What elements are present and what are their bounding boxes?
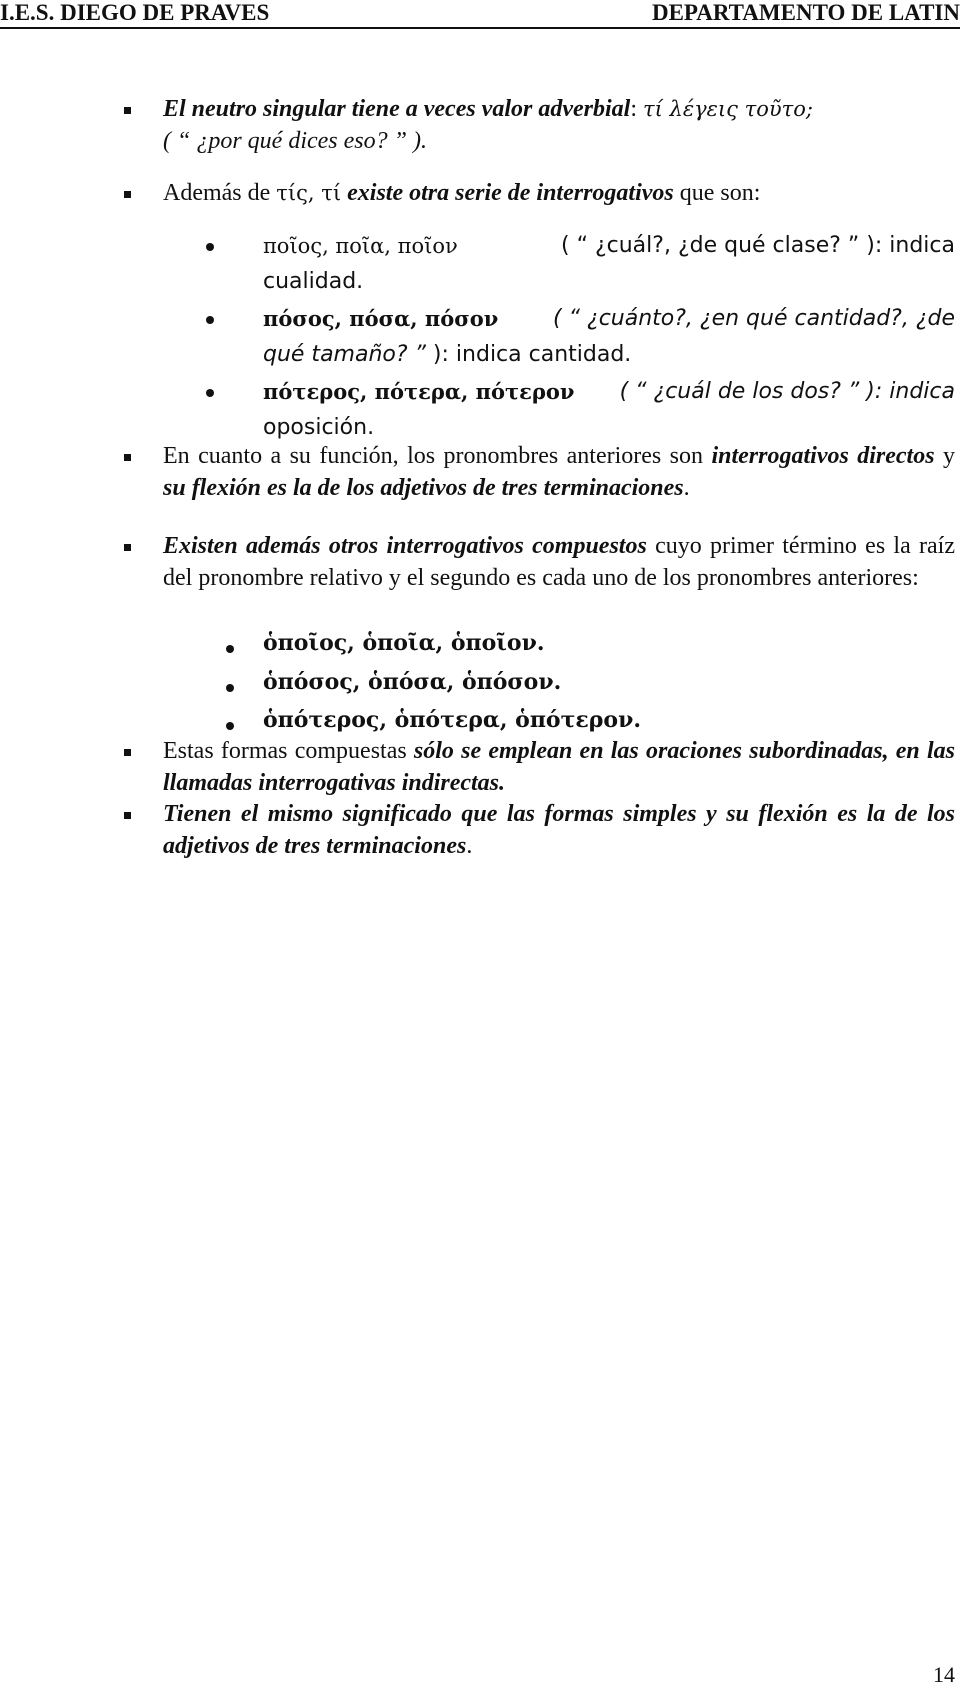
square-bullet-icon — [124, 812, 131, 819]
ademas-greek: τίς, τί — [276, 181, 342, 205]
posos-line2b: ): indica cantidad. — [425, 342, 632, 367]
neutro-text: El neutro singular tiene a veces valor adverbial — [163, 96, 631, 122]
compuestos-text-b: cuyo primer término es la raíz del pronombre relativo y el segundo es cada uno de los pronombres anteriores: — [163, 533, 955, 591]
neutro-colon: : — [630, 96, 637, 122]
poteros-gloss: ( “ ¿cuál de los dos? ” ): indica — [619, 379, 955, 404]
posos-greek: πόσος, πόσα, πόσον — [263, 306, 499, 331]
funcion-text-a: En cuanto a su función, los pronombres anteriores son — [163, 443, 712, 469]
poteros-greek: πότερος, πότερα, πότερον — [263, 379, 575, 404]
page-header — [0, 0, 960, 29]
square-bullet-icon — [124, 544, 131, 551]
header-department: DEPARTAMENTO DE LATIN — [651, 0, 960, 25]
round-bullet-icon — [206, 316, 214, 324]
header-rule — [0, 27, 960, 29]
poios-greek: ποῖος, ποῖα, ποῖον — [263, 234, 458, 258]
estas-text-a: Estas formas compuestas — [163, 738, 414, 764]
compound-item: ὁπόσος, ὁπόσα, ὁπόσον. — [263, 669, 562, 695]
poios-item — [263, 228, 955, 300]
funcion-text-e: . — [683, 475, 690, 501]
estas-text-b: sólo se emplean en las oraciones subordinadas, en las llamadas interrogativas indirectas. — [163, 738, 956, 796]
round-bullet-icon — [226, 684, 234, 692]
funcion-text-c: y — [934, 443, 956, 469]
ademas-paragraph — [163, 177, 955, 209]
tienen-text-b: . — [466, 833, 473, 859]
poteros-item — [263, 374, 955, 446]
funcion-text-b: interrogativos directos — [711, 443, 935, 469]
tienen-text-a: Tienen el mismo significado que las formas simples y su flexión es la de los adjetivos de tres terminaciones — [163, 801, 955, 859]
compuestos-text-a: Existen además otros interrogativos compuestos — [163, 533, 647, 559]
ademas-text-c: que son: — [673, 180, 761, 206]
posos-line2a: qué tamaño? ” — [263, 342, 426, 367]
tienen-paragraph — [163, 798, 955, 862]
estas-paragraph — [163, 735, 955, 799]
posos-gloss: ( “ ¿cuánto?, ¿en qué cantidad?, ¿de — [553, 306, 955, 331]
ademas-text-b: existe otra serie de interrogativos — [341, 180, 674, 206]
round-bullet-icon — [206, 243, 214, 251]
poios-gloss: ( “ ¿cuál?, ¿de qué clase? ” ): indica — [561, 233, 955, 258]
poios-line2: cualidad. — [263, 269, 364, 294]
posos-item — [263, 301, 955, 373]
round-bullet-icon — [206, 389, 214, 397]
compound-item: ὁπότερος, ὁπότερα, ὁπότερον. — [263, 707, 642, 733]
compuestos-paragraph — [163, 530, 955, 594]
square-bullet-icon — [124, 191, 131, 198]
neutro-greek: τί λέγεις τοῦτο; — [643, 97, 813, 121]
neutro-gloss: ( “ ¿por qué dices eso? ” ). — [163, 128, 427, 154]
round-bullet-icon — [226, 645, 234, 653]
neutro-paragraph — [163, 93, 955, 157]
header-school: I.E.S. DIEGO DE PRAVES — [0, 0, 270, 25]
compound-item: ὁποῖος, ὁποῖα, ὁποῖον. — [263, 630, 545, 656]
poteros-line2: oposición. — [263, 415, 375, 440]
square-bullet-icon — [124, 749, 131, 756]
funcion-paragraph — [163, 440, 955, 504]
square-bullet-icon — [124, 454, 131, 461]
round-bullet-icon — [226, 722, 234, 730]
page-number: 14 — [933, 1662, 955, 1687]
funcion-text-d: su flexión es la de los adjetivos de tres terminaciones — [163, 475, 684, 501]
square-bullet-icon — [124, 107, 131, 114]
ademas-text-a: Además de — [163, 180, 277, 206]
